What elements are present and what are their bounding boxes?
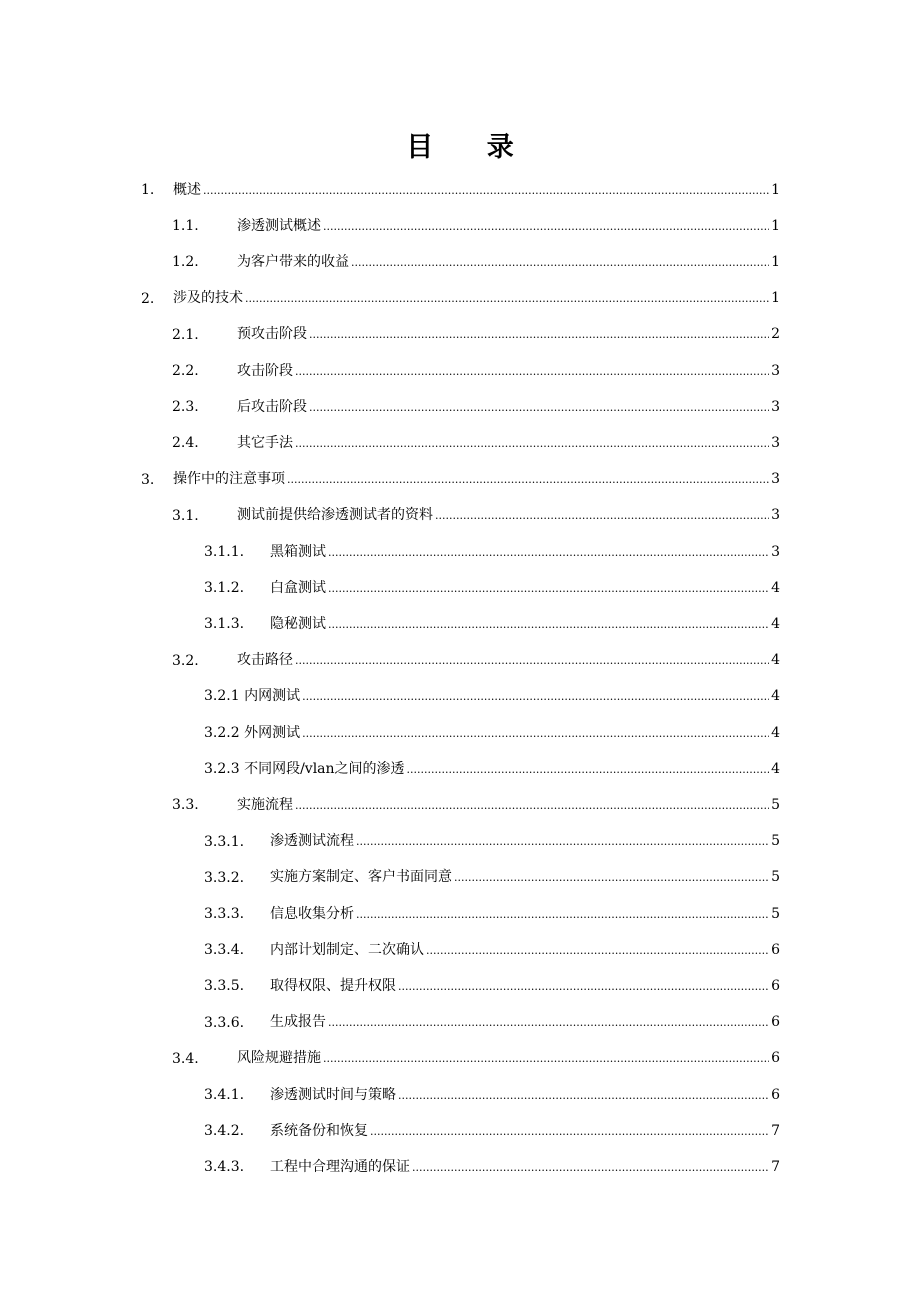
toc-entry[interactable] <box>0 643 920 679</box>
toc-entry-title: 生成报告 <box>270 1014 326 1031</box>
dot-leader <box>328 579 769 599</box>
toc-entry-title: 风险规避措施 <box>237 1050 321 1067</box>
toc-entry-line <box>237 252 780 273</box>
toc-entry-title: 实施方案制定、客户书面同意 <box>270 869 452 886</box>
toc-entry-number: 3.3. <box>172 797 199 814</box>
toc-entry-title: 黑箱测试 <box>270 543 326 560</box>
toc-entry-page-number: 4 <box>771 760 780 777</box>
toc-entry-line <box>237 650 780 671</box>
toc-entry-title: 信息收集分析 <box>270 905 354 922</box>
toc-entry-page-number: 6 <box>771 1014 780 1031</box>
toc-entry-line <box>270 867 780 888</box>
toc-entry-number: 3.3.4. <box>204 942 245 959</box>
toc-entry-line <box>237 216 780 237</box>
toc-entry-page-number: 1 <box>771 290 780 307</box>
toc-entry-number: 2.4. <box>172 435 199 452</box>
toc-entry[interactable] <box>0 462 920 498</box>
toc-entry[interactable] <box>0 824 920 860</box>
toc-entry[interactable] <box>0 353 920 389</box>
toc-entry-line <box>204 686 780 707</box>
toc-entry[interactable] <box>0 787 920 823</box>
toc-entry-page-number: 5 <box>771 833 780 850</box>
dot-leader <box>412 1158 769 1178</box>
toc-entry-page-number: 3 <box>771 434 780 451</box>
toc-entry-page-number: 6 <box>771 1086 780 1103</box>
toc-entry-number: 1. <box>141 182 155 198</box>
toc-entry-line <box>270 1121 780 1142</box>
toc-entry[interactable] <box>0 425 920 461</box>
toc-entry-title: 渗透测试概述 <box>237 217 321 234</box>
toc-entry-page-number: 6 <box>771 977 780 994</box>
toc-entry-title: 渗透测试流程 <box>270 833 354 850</box>
toc-entry-line <box>204 723 780 744</box>
toc-entry-line <box>270 614 780 635</box>
toc-entry-page-number: 5 <box>771 869 780 886</box>
toc-entry-line <box>270 831 780 852</box>
dot-leader <box>295 362 769 382</box>
dot-leader <box>323 217 769 237</box>
dot-leader <box>328 543 769 563</box>
toc-entry-number: 2.3. <box>172 399 199 416</box>
toc-entry[interactable] <box>0 244 920 280</box>
dot-leader <box>435 506 769 526</box>
dot-leader <box>426 941 769 961</box>
toc-entry-page-number: 3 <box>771 398 780 415</box>
toc-entry[interactable] <box>0 281 920 317</box>
toc-entry[interactable] <box>0 751 920 787</box>
toc-entry[interactable] <box>0 679 920 715</box>
toc-entry-title: 内部计划制定、二次确认 <box>270 941 424 958</box>
toc-entry-number: 3.2. <box>172 652 199 669</box>
toc-entry-title: 渗透测试时间与策略 <box>270 1086 396 1103</box>
toc-entry-line <box>270 1157 780 1178</box>
toc-entry-page-number: 4 <box>771 615 780 632</box>
toc-entry[interactable] <box>0 498 920 534</box>
toc-entry-line <box>173 469 780 490</box>
toc-entry-page-number: 4 <box>771 724 780 741</box>
dot-leader <box>398 977 769 997</box>
toc-entry-line <box>173 288 780 309</box>
toc-entry-line <box>237 361 780 382</box>
toc-entry-title: 实施流程 <box>237 796 293 813</box>
toc-entry-page-number: 1 <box>771 181 780 198</box>
toc-entry[interactable] <box>0 389 920 425</box>
toc-entry-number: 3.3.5. <box>204 978 245 995</box>
toc-entry-number: 3.4. <box>172 1050 199 1067</box>
toc-entry-title: 攻击路径 <box>237 652 293 669</box>
toc-entry-page-number: 6 <box>771 1050 780 1067</box>
toc-entry-page-number: 6 <box>771 941 780 958</box>
toc-entry-title: 攻击阶段 <box>237 362 293 379</box>
toc-entry-page-number: 7 <box>771 1122 780 1139</box>
toc-entry-line <box>270 940 780 961</box>
toc-entry-number: 3. <box>141 471 155 488</box>
toc-entry-page-number: 3 <box>771 362 780 379</box>
dot-leader <box>356 905 769 925</box>
toc-entry-page-number: 1 <box>771 253 780 270</box>
toc-entry-title: 系统备份和恢复 <box>270 1122 368 1139</box>
toc-entry-title: 3.2.2 外网测试 <box>204 724 301 741</box>
toc-entry-number: 3.1.2. <box>204 580 245 597</box>
toc-entry-line <box>270 904 780 925</box>
toc-entry-page-number: 4 <box>771 688 780 705</box>
toc-entry[interactable] <box>0 208 920 244</box>
toc-entry-title: 工程中合理沟通的保证 <box>270 1158 410 1175</box>
toc-entry-title: 涉及的技术 <box>173 290 243 307</box>
toc-entry[interactable] <box>0 860 920 896</box>
toc-entry-number: 3.3.1. <box>204 833 245 850</box>
toc-entry-number: 3.1.3. <box>204 616 245 633</box>
toc-entry-title: 其它手法 <box>237 434 293 451</box>
toc-entry[interactable] <box>0 1149 920 1185</box>
toc-entry-number: 3.4.1. <box>204 1087 245 1103</box>
toc-entry[interactable] <box>0 534 920 570</box>
toc-entry[interactable] <box>0 968 920 1004</box>
dot-leader <box>295 796 769 816</box>
toc-entry-page-number: 5 <box>771 796 780 813</box>
dot-leader <box>398 1086 769 1106</box>
dot-leader <box>356 832 769 852</box>
toc-entry-page-number: 4 <box>771 652 780 669</box>
toc-entry-title: 隐秘测试 <box>270 615 326 632</box>
toc-entry-number: 3.3.6. <box>204 1014 245 1031</box>
toc-entry[interactable] <box>0 606 920 642</box>
toc-entry-page-number: 3 <box>771 543 780 560</box>
dot-leader <box>295 651 769 671</box>
dot-leader <box>302 724 769 744</box>
toc-entry-line <box>270 976 780 997</box>
toc-entry[interactable] <box>0 317 920 353</box>
toc-entry-number: 3.1.1. <box>204 544 245 560</box>
dot-leader <box>295 434 769 454</box>
dot-leader <box>302 687 769 707</box>
toc-entry[interactable] <box>0 570 920 606</box>
toc-entry-page-number: 1 <box>771 217 780 234</box>
toc-entry-line <box>204 759 780 780</box>
toc-entry-line <box>173 180 780 201</box>
toc-entry-number: 3.1. <box>172 507 199 524</box>
toc-entry-page-number: 7 <box>771 1158 780 1175</box>
dot-leader <box>407 760 770 780</box>
page-title: 目 录 <box>406 132 536 163</box>
toc-entry[interactable] <box>0 1077 920 1113</box>
toc-entry-page-number: 2 <box>771 326 780 343</box>
toc-entry-title: 后攻击阶段 <box>237 398 307 415</box>
toc-entry-page-number: 5 <box>771 905 780 922</box>
toc-entry-line <box>270 1012 780 1033</box>
toc-entry-number: 2.2. <box>172 363 199 379</box>
dot-leader <box>287 470 769 490</box>
toc-entry-title: 白盒测试 <box>270 579 326 596</box>
toc-entry-title: 3.2.3 不同网段/vlan之间的渗透 <box>204 760 405 777</box>
toc-entry[interactable] <box>0 1005 920 1041</box>
toc-entry-number: 3.4.3. <box>204 1159 245 1176</box>
toc-entry[interactable] <box>0 1113 920 1149</box>
toc-entry-line <box>237 795 780 816</box>
dot-leader <box>309 398 769 418</box>
toc-entry-number: 3.3.2. <box>204 869 245 886</box>
toc-entry[interactable] <box>0 896 920 932</box>
toc-entry-title: 取得权限、提升权限 <box>270 977 396 994</box>
toc-entry-title: 概述 <box>173 181 201 198</box>
toc-entry-page-number: 3 <box>771 471 780 488</box>
dot-leader <box>323 1049 769 1069</box>
dot-leader <box>309 325 769 345</box>
toc-entry[interactable] <box>0 172 920 208</box>
toc-entry-line <box>237 433 780 454</box>
toc-entry[interactable] <box>0 1041 920 1077</box>
toc-entry-line <box>270 1085 780 1106</box>
toc-entry-page-number: 3 <box>771 507 780 524</box>
toc-entry-line <box>270 578 780 599</box>
dot-leader <box>203 181 769 201</box>
toc-entry-title: 为客户带来的收益 <box>237 253 349 270</box>
dot-leader <box>328 1013 769 1033</box>
toc-entry-line <box>270 542 780 563</box>
toc-entry-number: 1.2. <box>172 254 199 271</box>
toc-entry-number: 2.1. <box>172 326 199 343</box>
dot-leader <box>245 289 769 309</box>
toc-entry[interactable] <box>0 715 920 751</box>
toc-entry-number: 1.1. <box>172 218 199 235</box>
toc-entry-number: 3.3.3. <box>204 906 245 922</box>
toc-entry-line <box>237 505 780 526</box>
toc-entry-number: 2. <box>141 290 155 307</box>
toc-entry-title: 预攻击阶段 <box>237 326 307 343</box>
dot-leader <box>328 615 769 635</box>
dot-leader <box>351 253 769 273</box>
toc-entry[interactable] <box>0 932 920 968</box>
toc-entry-page-number: 4 <box>771 579 780 596</box>
toc-entry-number: 3.4.2. <box>204 1123 245 1140</box>
dot-leader <box>454 868 769 888</box>
toc-entry-title: 操作中的注意事项 <box>173 471 285 488</box>
toc-entry-line <box>237 1048 780 1069</box>
toc-entry-title: 测试前提供给渗透测试者的资料 <box>237 507 433 524</box>
toc-entry-line <box>237 324 780 345</box>
toc-entry-title: 3.2.1 内网测试 <box>204 688 301 705</box>
dot-leader <box>370 1122 769 1142</box>
toc-entry-line <box>237 397 780 418</box>
